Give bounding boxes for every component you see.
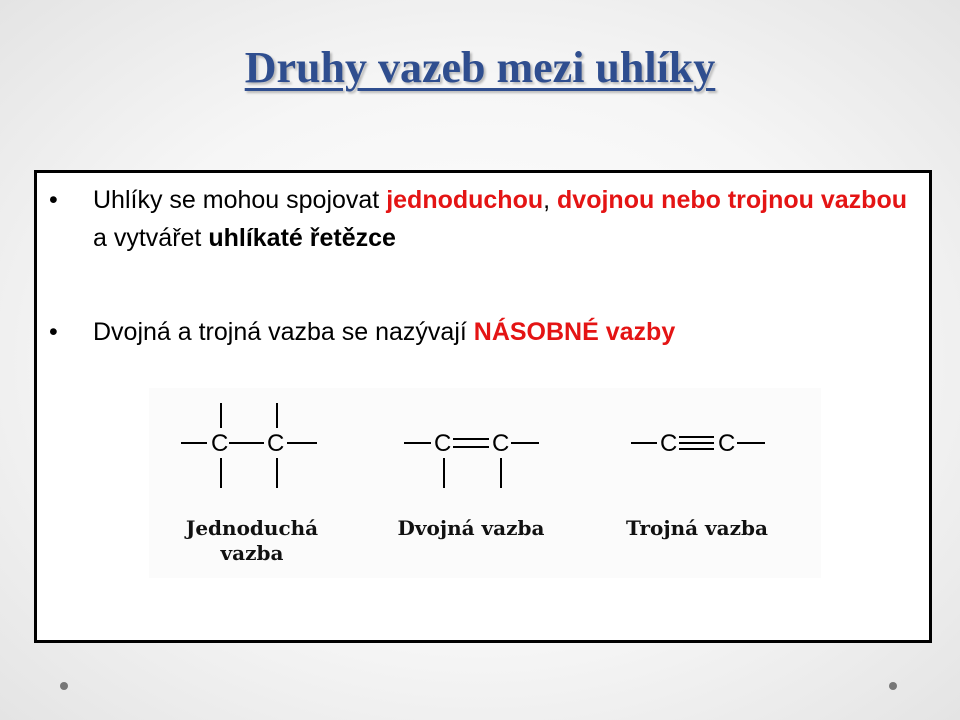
slide-title: Druhy vazeb mezi uhlíky bbox=[244, 43, 716, 92]
bullet-dot-icon: • bbox=[49, 186, 58, 214]
bond-types-diagram bbox=[149, 388, 821, 578]
bullet2-text-part2 bbox=[599, 318, 606, 346]
slide-decoration-dot bbox=[889, 682, 897, 690]
carbon-atom: C bbox=[267, 430, 285, 457]
bullet2-text-part1: Dvojná a trojná vazba se nazývají bbox=[93, 318, 474, 346]
single-bond-caption-line1: Jednoduchá bbox=[185, 516, 319, 540]
bullet-dot-icon: • bbox=[49, 318, 58, 346]
bullet1-highlight-single: jednoduchou bbox=[386, 186, 544, 214]
carbon-atom: C bbox=[718, 430, 736, 457]
double-bond-caption: Dvojná vazba bbox=[397, 516, 545, 540]
bullet1-text-part3: a vytvářet bbox=[93, 224, 209, 252]
single-bond-caption-line2: vazba bbox=[220, 541, 284, 565]
carbon-atom: C bbox=[660, 430, 678, 457]
bullet-text bbox=[93, 313, 913, 351]
bullet1-highlight-double-triple: dvojnou nebo trojnou vazbou bbox=[557, 186, 907, 214]
bullet1-bold-chains: uhlíkaté řetězce bbox=[208, 224, 396, 252]
carbon-atom: C bbox=[492, 430, 510, 457]
bullet2-highlight-bonds: vazby bbox=[605, 318, 676, 346]
content-box bbox=[34, 170, 932, 643]
bullet-text bbox=[93, 181, 913, 257]
carbon-atom: C bbox=[211, 430, 229, 457]
slide-decoration-dot bbox=[60, 682, 68, 690]
bullet1-text-part1: Uhlíky se mohou spojovat bbox=[93, 186, 387, 214]
bullet1-text-part2: , bbox=[543, 186, 558, 214]
carbon-atom: C bbox=[434, 430, 452, 457]
triple-bond-caption: Trojná vazba bbox=[626, 516, 768, 540]
bullet2-highlight-multiple: NÁSOBNÉ bbox=[473, 318, 599, 346]
